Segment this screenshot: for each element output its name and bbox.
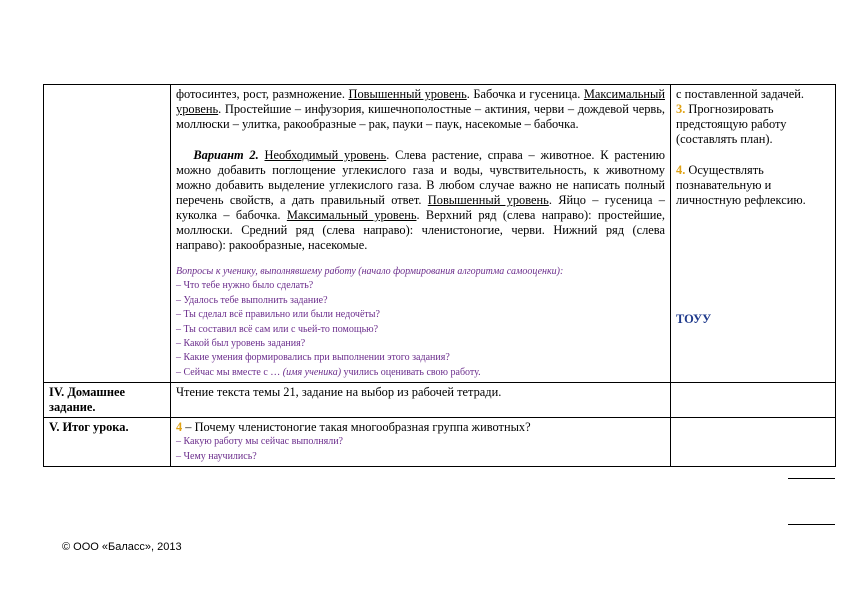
question-item: – Что тебе нужно было сделать? bbox=[176, 280, 314, 292]
uud-number: 3. bbox=[676, 102, 686, 116]
table-row bbox=[44, 383, 836, 418]
answer-text: . Слева растение, справа – животное. К растению можно добавить поглощение углекислого газа и воды, чувствительность, к животному можно добавить выделение углекислого газа. В любом случае важно не написать полный перечень свойств, а дать правильный ответ. bbox=[176, 148, 665, 207]
uud-text: Осуществлять познавательную и личностную рефлексию. bbox=[676, 163, 806, 207]
questions-title: Вопросы к ученику, выполнявшему работу (начало формирования алгоритма самооценки): bbox=[176, 266, 564, 277]
question-text: учились оценивать свою работу. bbox=[341, 366, 481, 378]
level-label: Необходимый уровень bbox=[264, 148, 387, 162]
divider bbox=[788, 524, 835, 525]
question-text: – Сейчас мы вместе с … bbox=[176, 366, 283, 378]
uud-number: 4. bbox=[676, 163, 686, 177]
answer-text: . Яйцо – гусеница – куколка – бабочка. bbox=[176, 193, 665, 222]
lesson-table bbox=[43, 84, 836, 467]
variant1-answers bbox=[176, 87, 665, 132]
empty-cell bbox=[671, 418, 836, 467]
stage-summary: V. Итог урока. bbox=[44, 418, 171, 467]
stage-cell bbox=[44, 85, 171, 383]
question-item: – Чему научились? bbox=[176, 450, 257, 462]
level-label: Повышенный уровень bbox=[427, 193, 549, 207]
copyright-footer: © ООО «Баласс», 2013 bbox=[62, 541, 182, 553]
self-assessment-questions bbox=[176, 265, 665, 380]
answer-text: . Простейшие – инфузория, кишечнополостные – актиния, черви – дождевой червь, моллюски – улитка, ракообразные – рак, пауки – паук, насекомые – бабочка. bbox=[176, 102, 665, 131]
toyy-label: ТОУУ bbox=[676, 312, 712, 326]
divider bbox=[788, 478, 835, 479]
level-label: Повышенный уровень bbox=[348, 87, 467, 101]
empty-cell bbox=[671, 383, 836, 418]
answer-text: фотосинтез, рост, размножение. bbox=[176, 87, 349, 101]
uud-item-3 bbox=[676, 102, 830, 147]
question-item: – Ты составил всё сам или с чьей-то помощью? bbox=[176, 323, 379, 335]
uud-text: Прогнозировать предстоящую работу (составлять план). bbox=[676, 102, 787, 146]
question-item: – Какую работу мы сейчас выполняли? bbox=[176, 436, 343, 448]
question-item: – Какие умения формировались при выполнении этого задания? bbox=[176, 352, 450, 364]
level-label: Максимальный уровень bbox=[176, 87, 665, 116]
summary-question bbox=[176, 420, 665, 435]
question-item: – Удалось тебе выполнить задание? bbox=[176, 294, 328, 306]
answer-text: . Верхний ряд (слева направо): простейшие, моллюски. Средний ряд (слева направо): членистоногие, черви. Нижний ряд (слева направо): ракообразные, насекомые. bbox=[176, 208, 666, 252]
uud-text: с поставленной задачей. bbox=[676, 87, 805, 101]
answer-text: . Бабочка и гусеница. bbox=[466, 87, 584, 101]
question-item: – Ты сделал всё правильно или были недочёты? bbox=[176, 309, 380, 321]
table-row bbox=[44, 85, 836, 383]
uud-number: 4 bbox=[176, 420, 183, 435]
variant-label: Вариант 2. bbox=[193, 148, 259, 162]
stage-homework: IV. Домашнее задание. bbox=[44, 383, 171, 418]
question-item: – Какой был уровень задания? bbox=[176, 338, 306, 350]
level-label: Максимальный уровень bbox=[286, 208, 417, 222]
uud-cell bbox=[671, 85, 836, 383]
homework-text: Чтение текста темы 21, задание на выбор из рабочей тетради. bbox=[171, 383, 671, 418]
summary-text: – Почему членистоногие такая многообразная группа животных? bbox=[182, 420, 531, 435]
question-item bbox=[176, 366, 665, 380]
table-row bbox=[44, 418, 836, 467]
summary-cell bbox=[171, 418, 671, 467]
variant2-answers bbox=[176, 148, 665, 253]
student-name-placeholder: (имя ученика) bbox=[282, 366, 342, 378]
uud-item-4 bbox=[676, 163, 830, 208]
content-cell bbox=[171, 85, 671, 383]
